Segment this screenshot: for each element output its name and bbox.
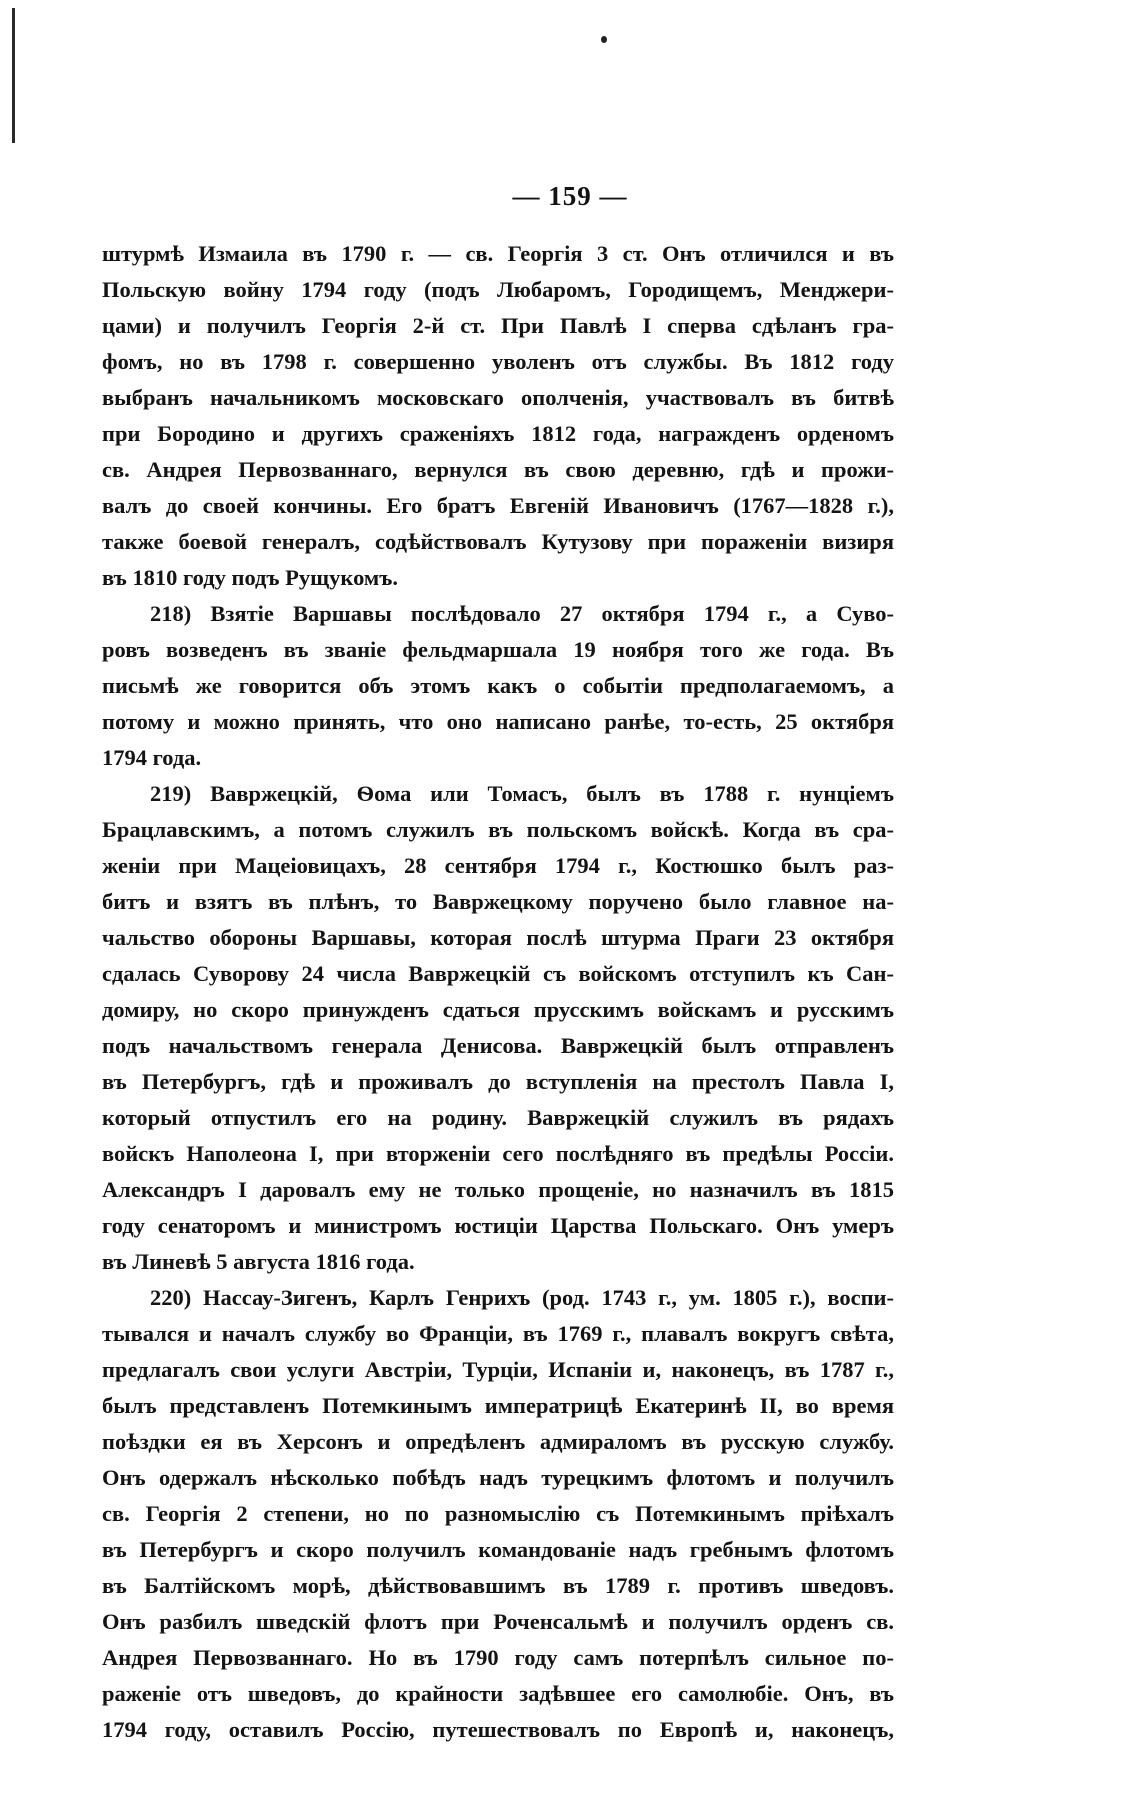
text-line: предлагалъ свои услуги Австріи, Турціи, Испаніи и, наконецъ, въ 1787 г., bbox=[102, 1357, 894, 1382]
text-line: поѣздки ея въ Херсонъ и опредѣленъ адмираломъ въ русскую службу. bbox=[102, 1429, 894, 1454]
text-line: также боевой генералъ, содѣйствовалъ Кутузову при пораженіи визиря bbox=[102, 529, 894, 554]
text-line: при Бородино и другихъ сраженіяхъ 1812 года, награжденъ орденомъ bbox=[102, 421, 894, 446]
text-line: 220) Нассау-Зигенъ, Карлъ Генрихъ (род. 1743 г., ум. 1805 г.), воспи- bbox=[150, 1285, 894, 1310]
text-line: 1794 году, оставилъ Россію, путешествовалъ по Европѣ и, наконецъ, bbox=[102, 1717, 894, 1742]
body-text bbox=[102, 236, 894, 1748]
text-line: раженіе отъ шведовъ, до крайности задѣвшее его самолюбіе. Онъ, въ bbox=[102, 1681, 894, 1706]
text-line: былъ представленъ Потемкинымъ императрицѣ Екатеринѣ II, во время bbox=[102, 1393, 894, 1418]
text-line: потому и можно принять, что оно написано ранѣе, то-есть, 25 октября bbox=[102, 709, 894, 734]
text-line: подъ начальствомъ генерала Денисова. Вавржецкій былъ отправленъ bbox=[102, 1033, 894, 1058]
text-line: валъ до своей кончины. Его братъ Евгеній Ивановичъ (1767—1828 г.), bbox=[102, 493, 894, 518]
text-line: Андрея Первозваннаго. Но въ 1790 году самъ потерпѣлъ сильное по- bbox=[102, 1645, 894, 1670]
text-line: св. Георгія 2 степени, но по разномыслію съ Потемкинымъ пріѣхалъ bbox=[102, 1501, 894, 1526]
text-line: домиру, но скоро принужденъ сдаться прусскимъ войскамъ и русскимъ bbox=[102, 997, 894, 1022]
text-line: письмѣ же говорится объ этомъ какъ о событіи предполагаемомъ, а bbox=[102, 673, 894, 698]
text-line: 1794 года. bbox=[102, 745, 202, 770]
text-line: 219) Вавржецкій, Ѳома или Томасъ, былъ въ 1788 г. нунціемъ bbox=[150, 781, 894, 806]
text-line: въ 1810 году подъ Рущукомъ. bbox=[102, 565, 398, 590]
text-line: который отпустилъ его на родину. Вавржецкій служилъ въ рядахъ bbox=[102, 1105, 894, 1130]
page-number: — 159 — bbox=[512, 181, 628, 211]
text-line: Онъ разбилъ шведскій флотъ при Роченсальмѣ и получилъ орденъ св. bbox=[102, 1609, 894, 1634]
text-line: ровъ возведенъ въ званіе фельдмаршала 19 ноября того же года. Въ bbox=[102, 637, 894, 662]
text-line: въ Балтійскомъ морѣ, дѣйствовавшимъ въ 1789 г. противъ шведовъ. bbox=[102, 1573, 894, 1598]
ink-dot bbox=[601, 36, 607, 43]
text-line: Онъ одержалъ нѣсколько побѣдъ надъ турецкимъ флотомъ и получилъ bbox=[102, 1465, 894, 1490]
text-line: въ Петербургъ и скоро получилъ командованіе надъ гребнымъ флотомъ bbox=[102, 1537, 894, 1562]
text-line: цами) и получилъ Георгія 2-й ст. При Павлѣ I сперва сдѣланъ гра- bbox=[102, 313, 894, 338]
text-line: Александръ I даровалъ ему не только прощеніе, но назначилъ въ 1815 bbox=[102, 1177, 894, 1202]
text-line: чальство обороны Варшавы, которая послѣ штурма Праги 23 октября bbox=[102, 925, 894, 950]
text-line: году сенаторомъ и министромъ юстиціи Царства Польскаго. Онъ умеръ bbox=[102, 1213, 894, 1238]
text-line: женіи при Мацеіовицахъ, 28 сентября 1794 г., Костюшко былъ раз- bbox=[102, 853, 894, 878]
text-line: сдалась Суворову 24 числа Вавржецкій съ войскомъ отступилъ къ Сан- bbox=[102, 961, 894, 986]
text-line: тывался и началъ службу во Франціи, въ 1769 г., плавалъ вокругъ свѣта, bbox=[102, 1321, 894, 1346]
text-line: въ Линевѣ 5 августа 1816 года. bbox=[102, 1249, 415, 1274]
text-line: битъ и взятъ въ плѣнъ, то Вавржецкому поручено было главное на- bbox=[102, 889, 894, 914]
text-line: штурмѣ Измаила въ 1790 г. — св. Георгія 3 ст. Онъ отличился и въ bbox=[102, 241, 894, 266]
text-line: въ Петербургъ, гдѣ и проживалъ до вступленія на престолъ Павла I, bbox=[102, 1069, 894, 1094]
text-line: св. Андрея Первозваннаго, вернулся въ свою деревню, гдѣ и прожи- bbox=[102, 457, 894, 482]
page-edge-mark bbox=[12, 8, 15, 143]
text-line: Брацлавскимъ, а потомъ служилъ въ польскомъ войскѣ. Когда въ сра- bbox=[102, 817, 894, 842]
text-line: войскъ Наполеона I, при вторженіи сего послѣдняго въ предѣлы Россіи. bbox=[102, 1141, 894, 1166]
text-line: Польскую войну 1794 году (подъ Любаромъ, Городищемъ, Менджери- bbox=[102, 277, 894, 302]
text-line: фомъ, но въ 1798 г. совершенно уволенъ отъ службы. Въ 1812 году bbox=[102, 349, 894, 374]
text-line: выбранъ начальникомъ московскаго ополченія, участвовалъ въ битвѣ bbox=[102, 385, 894, 410]
text-line: 218) Взятіе Варшавы послѣдовало 27 октября 1794 г., а Суво- bbox=[150, 601, 894, 626]
